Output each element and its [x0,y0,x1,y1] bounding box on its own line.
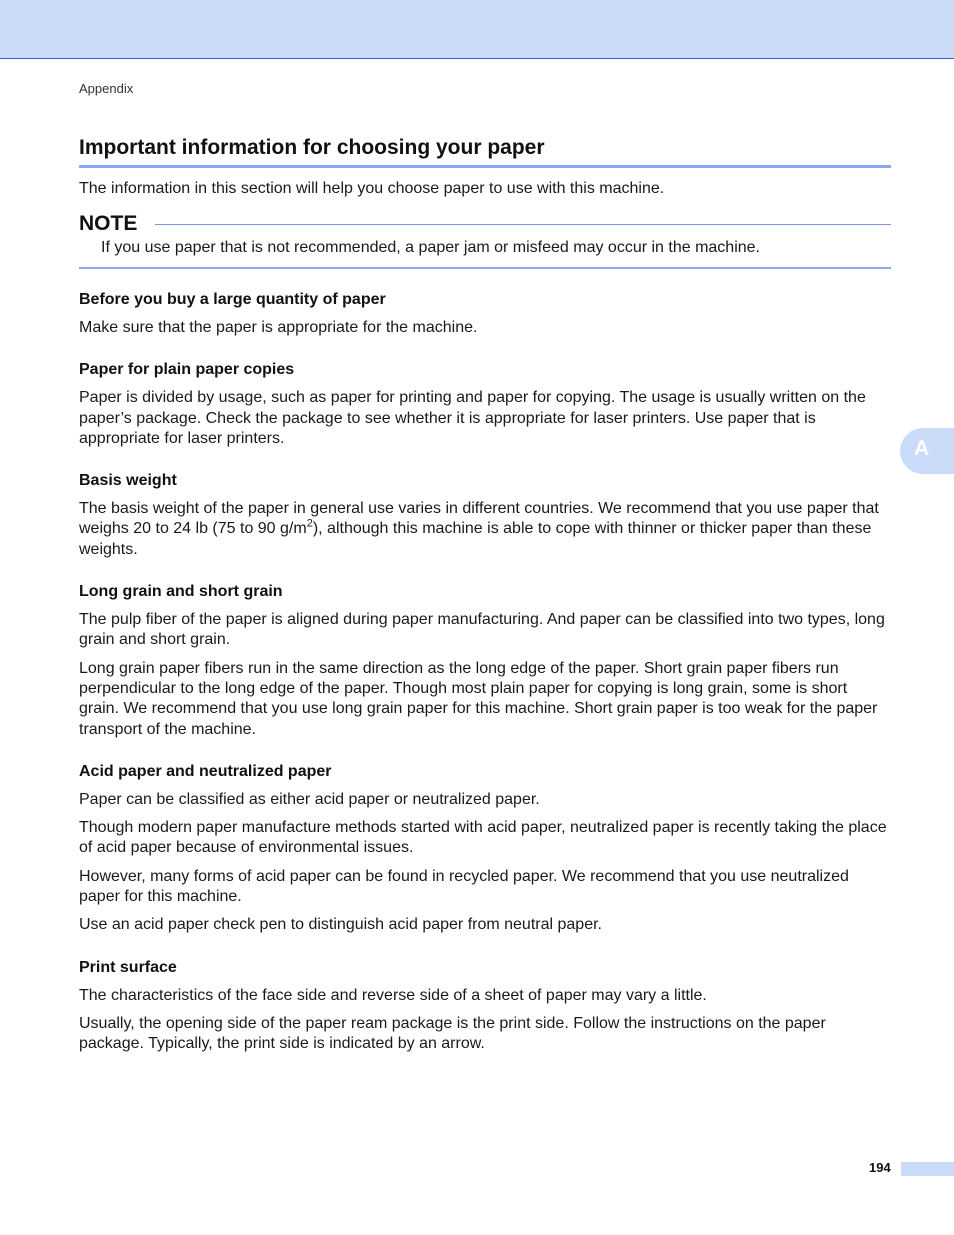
header-band [0,0,954,59]
section-heading: Acid paper and neutralized paper [79,762,332,780]
section-paragraph: The pulp fiber of the paper is aligned during paper manufacturing. And paper can be classified into two types, long grain and short grain. [79,611,885,649]
running-head: Appendix [79,81,134,96]
section-heading: Basis weight [79,472,177,490]
note-label: NOTE [79,212,138,235]
section-plain-paper-copies [79,360,891,449]
note-bottom-rule [79,267,891,269]
section-heading: Paper for plain paper copies [79,361,295,379]
side-tab-letter: A [914,437,930,460]
section-before-you-buy [79,290,891,338]
note-header [79,211,891,239]
section-paragraph: However, many forms of acid paper can be found in recycled paper. We recommend that you use neutralized paper for this machine. [79,867,849,906]
note-text: If you use paper that is not recommended, a paper jam or misfeed may occur in the machine. [101,239,760,256]
appendix-side-tab[interactable] [900,428,954,474]
footer-band [901,1162,954,1176]
main-content [79,290,891,1077]
section-grain [79,582,891,740]
section-paragraph: Make sure that the paper is appropriate for the machine. [79,319,478,336]
section-heading: Before you buy a large quantity of paper [79,291,386,308]
section-paragraph: The characteristics of the face side and reverse side of a sheet of paper may vary a little. [79,986,707,1004]
section-print-surface [79,958,891,1055]
section-paragraph: Paper can be classified as either acid paper or neutralized paper. [79,790,540,808]
note-rule [155,224,891,225]
page-title: Important information for choosing your paper [79,136,891,168]
section-heading: Long grain and short grain [79,583,283,601]
section-paragraph: Paper is divided by usage, such as paper for printing and paper for copying. The usage is usually written on the paper’s package. Check the package to see whether it is appropriate for laser printers. Use paper that is appropriate for laser printers. [79,389,866,447]
paragraph-text: The basis weight of the paper in general use varies in different countries. We recommend that you use paper that weighs 20 to 24 lb (75 to 90 g/m [79,500,879,538]
section-paragraph: Usually, the opening side of the paper ream package is the print side. Follow the instructions on the paper package. Typically, the print side is indicated by an arrow. [79,1014,826,1053]
section-paragraph: Use an acid paper check pen to distinguish acid paper from neutral paper. [79,916,602,934]
section-acid-paper [79,762,891,936]
section-paragraph: Long grain paper fibers run in the same direction as the long edge of the paper. Short grain paper fibers run perpendicular to the long edge of the paper. Though most plain paper for copying is long grain, some is short grain. We recommend that you use long grain paper for this machine. Short grain paper is too weak for the paper transport of the machine. [79,659,878,738]
section-paragraph [79,499,891,560]
intro-paragraph: The information in this section will help you choose paper to use with this machine. [79,180,665,197]
superscript: 2 [306,518,313,531]
section-basis-weight [79,471,891,560]
section-heading: Print surface [79,958,177,976]
page-number: 194 [869,1160,891,1175]
section-paragraph: Though modern paper manufacture methods started with acid paper, neutralized paper is recently taking the place of acid paper because of environmental issues. [79,819,887,857]
paragraph-text: ), although this machine is able to cope with thinner or thicker paper than these weights. [79,520,872,558]
